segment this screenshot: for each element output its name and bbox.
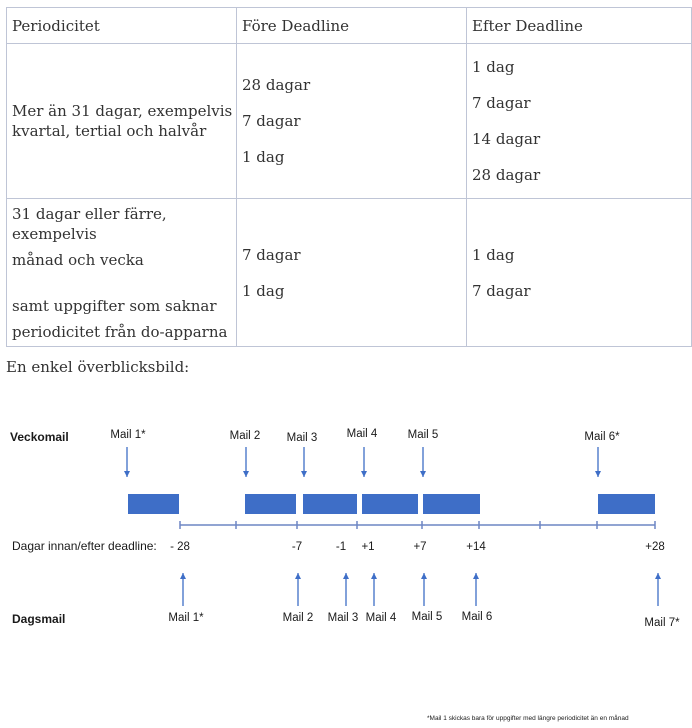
dagsmail-label-4: Mail 4	[365, 612, 397, 624]
footnote: *Mail 1 skickas bara för uppgifter med längre periodicitet än en månad	[427, 715, 629, 722]
cell-text: 1 dag	[242, 148, 285, 166]
veckomail-arrow-head	[420, 471, 426, 477]
tick-label: +14	[466, 541, 486, 553]
dagsmail-arrow-head	[421, 573, 427, 579]
cell-text: 14 dagar	[472, 130, 541, 148]
header-efter-deadline: Efter Deadline	[467, 8, 692, 44]
cell-efter	[467, 199, 692, 347]
cell-text: 1 dag	[472, 58, 515, 76]
mail-timeline-diagram	[0, 380, 692, 728]
cell-text: 7 dagar	[242, 245, 301, 264]
cell-fore	[237, 199, 467, 347]
dagsmail-label: Dagsmail	[12, 612, 66, 626]
timeline-axis	[180, 521, 655, 529]
cell-text: 1 dag	[242, 281, 285, 300]
tick-label: -7	[291, 541, 303, 553]
dagsmail-arrow-head	[473, 573, 479, 579]
dagsmail-markers	[168, 573, 680, 629]
cell-text: kvartal, tertial och halvår	[12, 122, 207, 140]
cell-text: 28 dagar	[242, 76, 311, 94]
dagsmail-arrow-head	[295, 573, 301, 579]
cell-text: 1 dag	[472, 245, 515, 264]
dagsmail-label-5: Mail 5	[411, 611, 443, 623]
veckomail-arrow-head	[595, 471, 601, 477]
dagsmail-arrow-head	[655, 573, 661, 579]
veckomail-label: Veckomail	[10, 430, 69, 444]
tick-label: -1	[335, 541, 347, 553]
axis-tick-labels	[170, 541, 665, 553]
cell-fore	[237, 44, 467, 199]
veckomail-markers	[110, 428, 620, 477]
cell-text: månad och vecka	[12, 250, 144, 269]
table-row	[7, 199, 692, 347]
week-bar	[245, 494, 296, 514]
dagsmail-arrow-head	[371, 573, 377, 579]
veckomail-label-4: Mail 4	[346, 428, 378, 440]
dagsmail-label-1: Mail 1*	[168, 612, 204, 624]
week-bar	[128, 494, 179, 514]
cell-text: 28 dagar	[472, 166, 541, 184]
header-fore-deadline: Före Deadline	[237, 8, 467, 44]
cell-periodicitet	[7, 44, 237, 199]
week-bar	[362, 494, 418, 514]
axis-label: Dagar innan/efter deadline:	[12, 539, 157, 553]
cell-efter	[467, 44, 692, 199]
cell-text: samt uppgifter som saknar	[12, 296, 217, 315]
week-bar	[598, 494, 655, 514]
veckomail-label-5: Mail 5	[407, 429, 439, 441]
veckomail-label-3: Mail 3	[286, 432, 318, 444]
week-bar	[303, 494, 357, 514]
dagsmail-label-2: Mail 2	[282, 612, 314, 624]
dagsmail-arrow-head	[180, 573, 186, 579]
table-row	[7, 44, 692, 199]
tick-label: - 28	[170, 541, 190, 553]
week-bar	[423, 494, 480, 514]
tick-label: +1	[361, 541, 375, 553]
veckomail-label-1: Mail 1*	[110, 429, 146, 441]
cell-text: 7 dagar	[242, 112, 301, 130]
veckomail-label-6: Mail 6*	[584, 431, 620, 443]
week-bars	[128, 494, 655, 514]
cell-text: 7 dagar	[472, 281, 531, 300]
veckomail-label-2: Mail 2	[229, 430, 261, 442]
veckomail-arrow-head	[301, 471, 307, 477]
cell-text: 31 dagar eller färre, exempelvis	[12, 204, 167, 243]
cell-text: periodicitet från do-apparna	[12, 322, 228, 341]
veckomail-arrow-head	[124, 471, 130, 477]
cell-text: 7 dagar	[472, 94, 531, 112]
cell-text: Mer än 31 dagar, exempelvis	[12, 102, 233, 120]
table-header-row	[7, 8, 692, 44]
header-periodicitet: Periodicitet	[7, 8, 237, 44]
intro-text: En enkel överblicksbild:	[6, 358, 190, 376]
tick-label: +28	[645, 541, 665, 553]
periodicity-table	[6, 7, 692, 347]
cell-periodicitet	[7, 199, 237, 347]
dagsmail-label-3: Mail 3	[327, 612, 359, 624]
tick-label: +7	[413, 541, 427, 553]
veckomail-arrow-head	[361, 471, 367, 477]
veckomail-arrow-head	[243, 471, 249, 477]
dagsmail-label-6: Mail 6	[461, 611, 493, 623]
dagsmail-label-7: Mail 7*	[644, 617, 680, 629]
dagsmail-arrow-head	[343, 573, 349, 579]
